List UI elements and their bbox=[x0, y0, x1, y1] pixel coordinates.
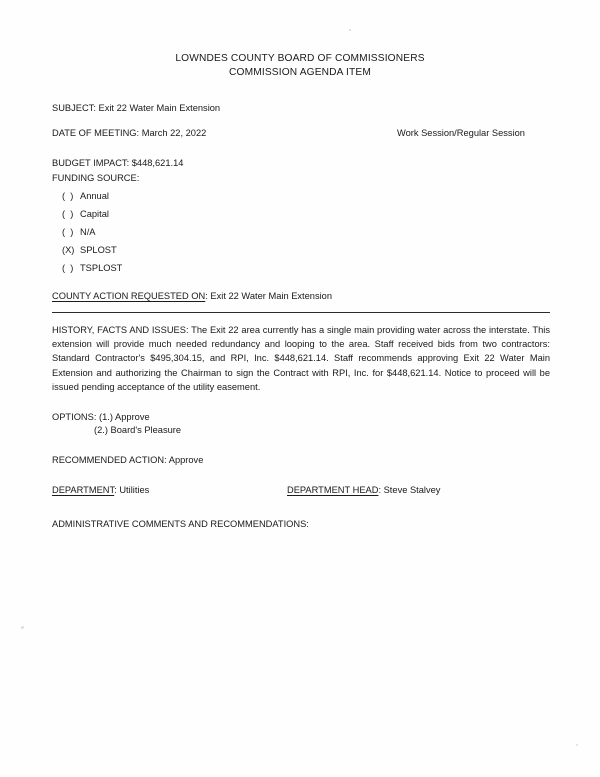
scan-speck bbox=[576, 744, 578, 746]
date-colon: : bbox=[136, 128, 142, 138]
option-one: (1.) Approve bbox=[99, 411, 150, 422]
subject-label: SUBJECT bbox=[52, 102, 94, 113]
funding-option-label: N/A bbox=[80, 227, 96, 238]
funding-option-splost[interactable] bbox=[52, 244, 550, 257]
recommended-colon: : bbox=[164, 454, 169, 465]
administrative-comments-label: ADMINISTRATIVE COMMENTS AND RECOMMENDATIONS: bbox=[52, 518, 309, 529]
funding-option-tsplost[interactable] bbox=[52, 262, 550, 275]
checkbox-splost-checked[interactable]: (X) bbox=[62, 245, 75, 256]
department-colon: : bbox=[114, 485, 120, 496]
checkbox-na[interactable]: ( ) bbox=[62, 227, 74, 238]
funding-source-row bbox=[52, 172, 550, 185]
document-body bbox=[52, 102, 550, 532]
funding-option-label: Capital bbox=[80, 209, 109, 220]
date-value: March 22, 2022 bbox=[141, 128, 207, 138]
history-text: The Exit 22 area currently has a single main providing water across the interstate. This extension will provide much needed redundancy and looping to the area. Staff received bids from two contractors: Standard Contractor's $495,304.15, and RPI, Inc. $448,621.14. Staff recommends approving Exit 22 Water Main Extension and authorizing the Chairman to sign the Contract with RPI, Inc. for $448,621.14. Notice to proceed will be issued pending acceptance of the utility easement. bbox=[52, 325, 550, 392]
department-head-block bbox=[287, 484, 440, 497]
subject-value: Exit 22 Water Main Extension bbox=[98, 102, 221, 113]
funding-option-annual[interactable] bbox=[52, 190, 550, 203]
session-note: Work Session/Regular Session bbox=[397, 128, 525, 138]
date-label: DATE OF MEETING bbox=[52, 128, 137, 138]
subject-colon: : bbox=[93, 102, 99, 113]
administrative-comments-row bbox=[52, 518, 550, 531]
recommended-action-row bbox=[52, 454, 550, 467]
budget-value: $448,621.14 bbox=[131, 158, 184, 169]
date-of-meeting-row bbox=[52, 127, 550, 140]
checkbox-tsplost[interactable]: ( ) bbox=[62, 263, 74, 274]
funding-source-label: FUNDING SOURCE: bbox=[52, 172, 140, 183]
document-header bbox=[0, 52, 600, 80]
checkbox-capital[interactable]: ( ) bbox=[62, 209, 74, 220]
budget-colon: : bbox=[126, 158, 132, 169]
option-two: (2.) Board's Pleasure bbox=[94, 425, 182, 436]
department-row bbox=[52, 484, 550, 497]
header-line-board: LOWNDES COUNTY BOARD OF COMMISSIONERS bbox=[175, 53, 425, 64]
history-colon: : bbox=[185, 325, 192, 336]
budget-impact-row bbox=[52, 157, 550, 170]
county-action-row bbox=[52, 290, 550, 303]
history-label: HISTORY, FACTS AND ISSUES bbox=[52, 325, 186, 336]
funding-option-na[interactable] bbox=[52, 226, 550, 239]
horizontal-divider bbox=[52, 312, 550, 313]
funding-option-label: SPLOST bbox=[80, 245, 117, 256]
county-action-colon: : bbox=[205, 290, 211, 301]
department-head-label: DEPARTMENT HEAD bbox=[287, 485, 379, 496]
department-value: Utilities bbox=[119, 485, 150, 496]
department-head-value: Steve Stalvey bbox=[383, 485, 441, 496]
options-colon: : bbox=[93, 411, 100, 422]
options-line-2 bbox=[94, 424, 550, 437]
funding-option-capital[interactable] bbox=[52, 208, 550, 221]
county-action-label: COUNTY ACTION REQUESTED ON bbox=[52, 290, 206, 301]
scan-speck bbox=[21, 626, 24, 629]
county-action-value: Exit 22 Water Main Extension bbox=[210, 290, 333, 301]
funding-option-label: TSPLOST bbox=[80, 263, 123, 274]
options-label: OPTIONS bbox=[52, 411, 94, 422]
checkbox-annual[interactable]: ( ) bbox=[62, 191, 74, 202]
recommended-value: Approve bbox=[168, 454, 204, 465]
funding-source-options bbox=[52, 190, 550, 275]
subject-row bbox=[52, 102, 550, 115]
options-row bbox=[52, 411, 550, 438]
department-head-colon: : bbox=[378, 485, 384, 496]
history-facts-issues-row bbox=[52, 323, 550, 394]
recommended-label: RECOMMENDED ACTION bbox=[52, 454, 165, 465]
department-label: DEPARTMENT bbox=[52, 485, 115, 496]
options-line-1 bbox=[52, 411, 550, 424]
header-line-agenda: COMMISSION AGENDA ITEM bbox=[229, 66, 371, 78]
funding-option-label: Annual bbox=[80, 191, 109, 202]
budget-label: BUDGET IMPACT bbox=[52, 158, 127, 169]
